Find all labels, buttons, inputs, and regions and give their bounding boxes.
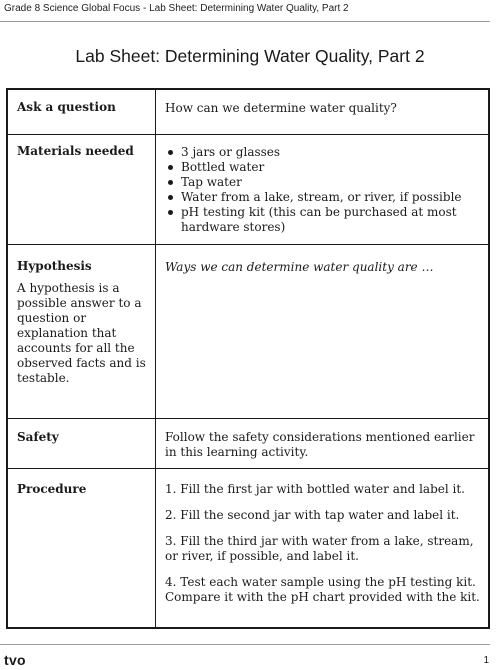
procedure-step: 1. Fill the first jar with bottled water and label it. xyxy=(165,482,465,496)
procedure-step: 3. Fill the third jar with water from a lake, stream, or river, if possible, and label it. xyxy=(165,534,474,563)
procedure-step: 2. Fill the second jar with tap water and label it. xyxy=(165,508,460,522)
materials-list-item: 3 jars or glasses xyxy=(181,145,483,160)
procedure-steps xyxy=(165,482,483,616)
question-label: Ask a question xyxy=(17,100,116,114)
lab-sheet-table xyxy=(6,88,490,629)
page-number: 1 xyxy=(483,655,489,666)
materials-label: Materials needed xyxy=(17,144,134,158)
hypothesis-description: A hypothesis is a possible answer to a question or explanation that accounts for all the observed facts and is testable. xyxy=(17,281,146,385)
safety-content: Follow the safety considerations mentioned earlier in this learning activity. xyxy=(165,430,475,459)
safety-label: Safety xyxy=(17,430,59,444)
tvo-logo: tvo xyxy=(4,652,26,668)
hypothesis-prompt: Ways we can determine water quality are … xyxy=(165,260,434,274)
materials-row xyxy=(8,134,488,244)
materials-list-item: Bottled water xyxy=(181,160,483,175)
materials-list-item: Water from a lake, stream, or river, if possible xyxy=(181,190,483,205)
question-row xyxy=(8,90,488,134)
procedure-step: 4. Test each water sample using the pH testing kit. Compare it with the pH chart provided with the kit. xyxy=(165,575,480,604)
materials-list-item: pH testing kit (this can be purchased at most hardware stores) xyxy=(181,205,483,235)
question-content: How can we determine water quality? xyxy=(165,101,397,115)
hypothesis-cell xyxy=(17,259,147,386)
procedure-label: Procedure xyxy=(17,482,87,496)
procedure-row xyxy=(8,468,488,627)
materials-list-item: Tap water xyxy=(181,175,483,190)
materials-content xyxy=(165,145,483,235)
safety-row xyxy=(8,418,488,468)
hypothesis-row xyxy=(8,244,488,418)
materials-list xyxy=(165,145,483,235)
page-title: Lab Sheet: Determining Water Quality, Part 2 xyxy=(75,46,425,66)
header-breadcrumb: Grade 8 Science Global Focus - Lab Sheet: Determining Water Quality, Part 2 xyxy=(4,3,349,14)
footer-divider xyxy=(0,644,490,645)
hypothesis-label: Hypothesis xyxy=(17,259,92,273)
header-divider xyxy=(0,21,490,22)
